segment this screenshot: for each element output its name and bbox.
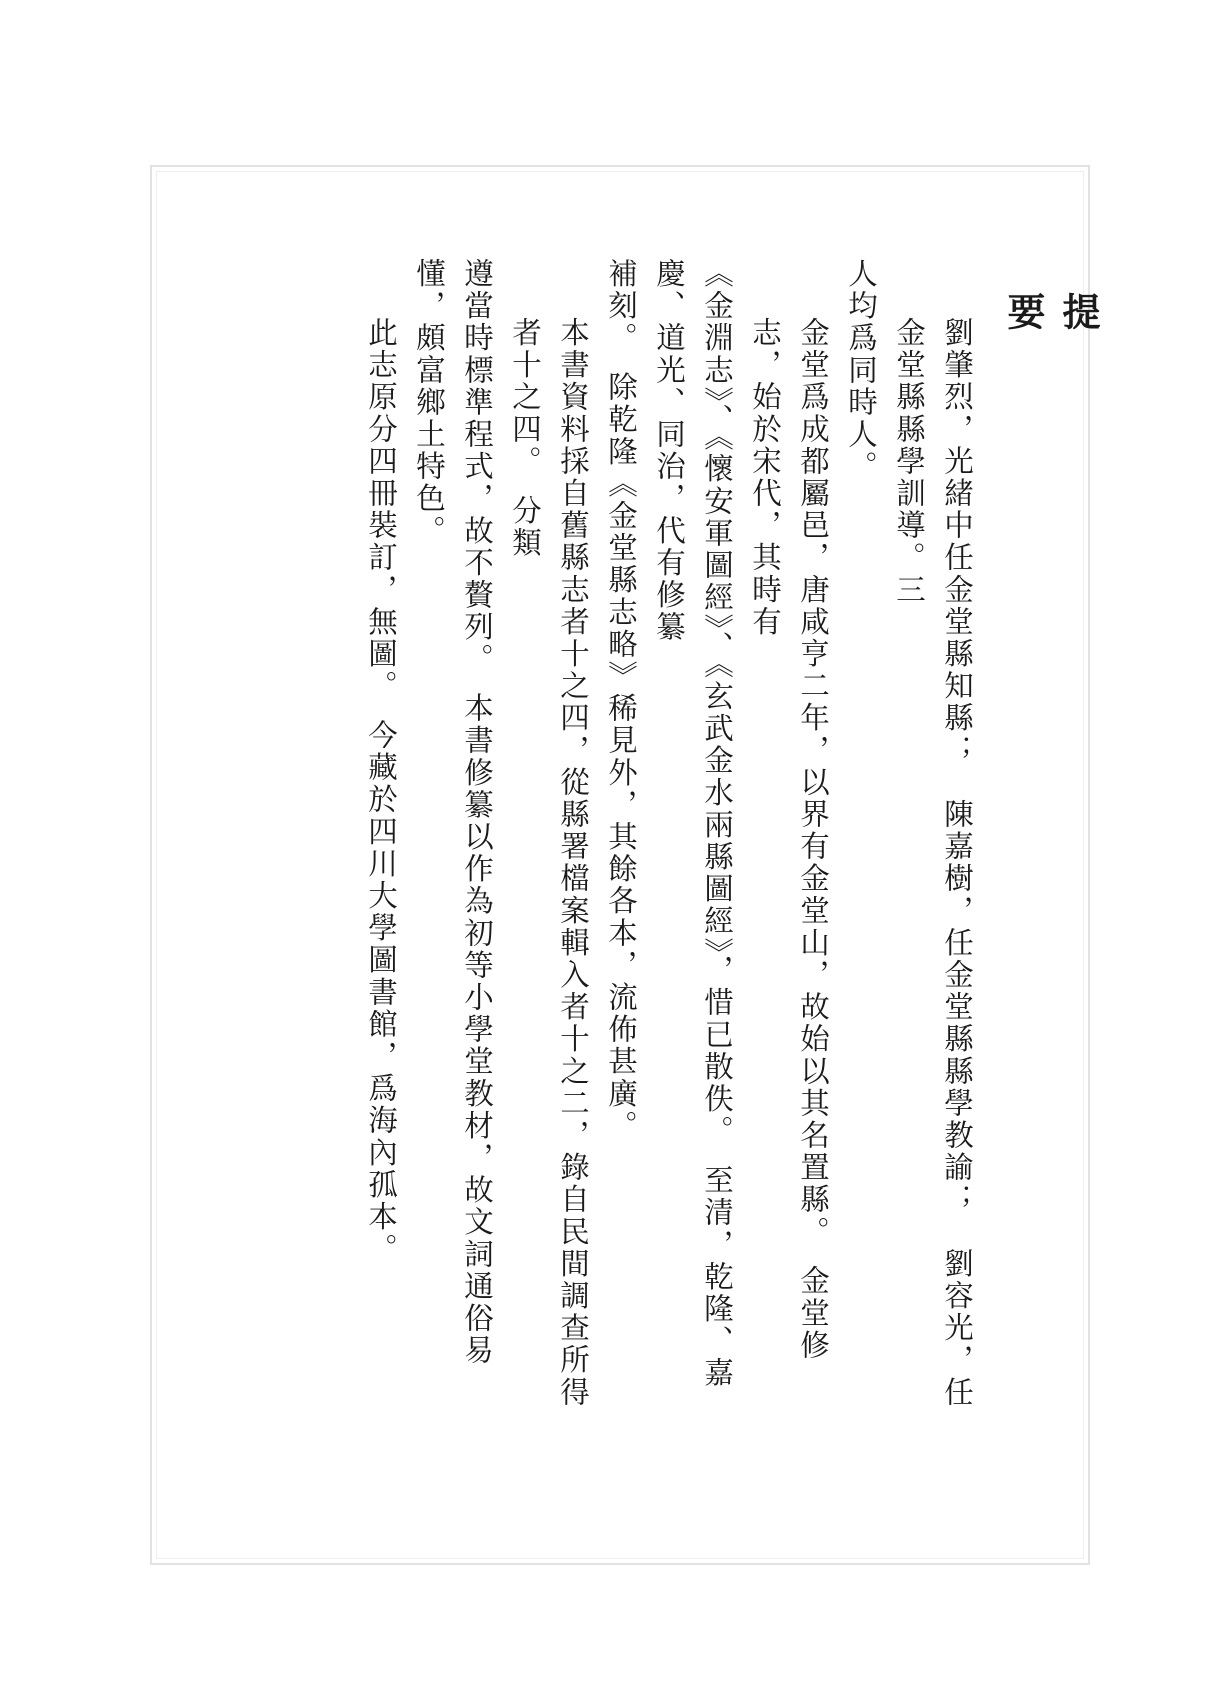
title-char-1: 提 bbox=[1056, 292, 1101, 330]
text-column-2: 人均爲同時人。 bbox=[844, 258, 878, 483]
text-column-4: 《金淵志》、《懷安軍圖經》、《玄武金水兩縣圖經》，惜已散佚。 至清，乾隆、嘉慶、道光、同治，代有修纂 bbox=[652, 258, 734, 1390]
text-column-3: 金堂爲成都屬邑，唐咸亨二年，以界有金堂山，故始以其名置縣。 金堂修志，始於宋代，其時有 bbox=[748, 317, 830, 1362]
text-column-7: 遵當時標準程式，故不贅列。 本書修纂以作為初等小學堂教材，故文詞通俗易懂，頗富鄉土特色。 bbox=[412, 258, 494, 1367]
text-column-6: 本書資料採自舊縣志者十之四，從縣署檔案輯入者十之二，錄自民間調查所得者十之四。 分類 bbox=[508, 317, 590, 1409]
page-title bbox=[996, 292, 1106, 350]
text-column-8: 此志原分四冊裝訂，無圖。 今藏於四川大學圖書館，爲海內孤本。 bbox=[364, 317, 398, 1266]
text-column-1: 劉肇烈，光緒中任金堂縣知縣； 陳嘉樹，任金堂縣縣學教諭； 劉容光，任金堂縣縣學訓導。三 bbox=[892, 317, 974, 1409]
text-column-5: 補刻。 除乾隆《金堂縣志略》稀見外，其餘各本，流佈甚廣。 bbox=[604, 258, 638, 1143]
body-text bbox=[357, 258, 981, 1418]
title-char-2: 要 bbox=[1001, 292, 1046, 330]
